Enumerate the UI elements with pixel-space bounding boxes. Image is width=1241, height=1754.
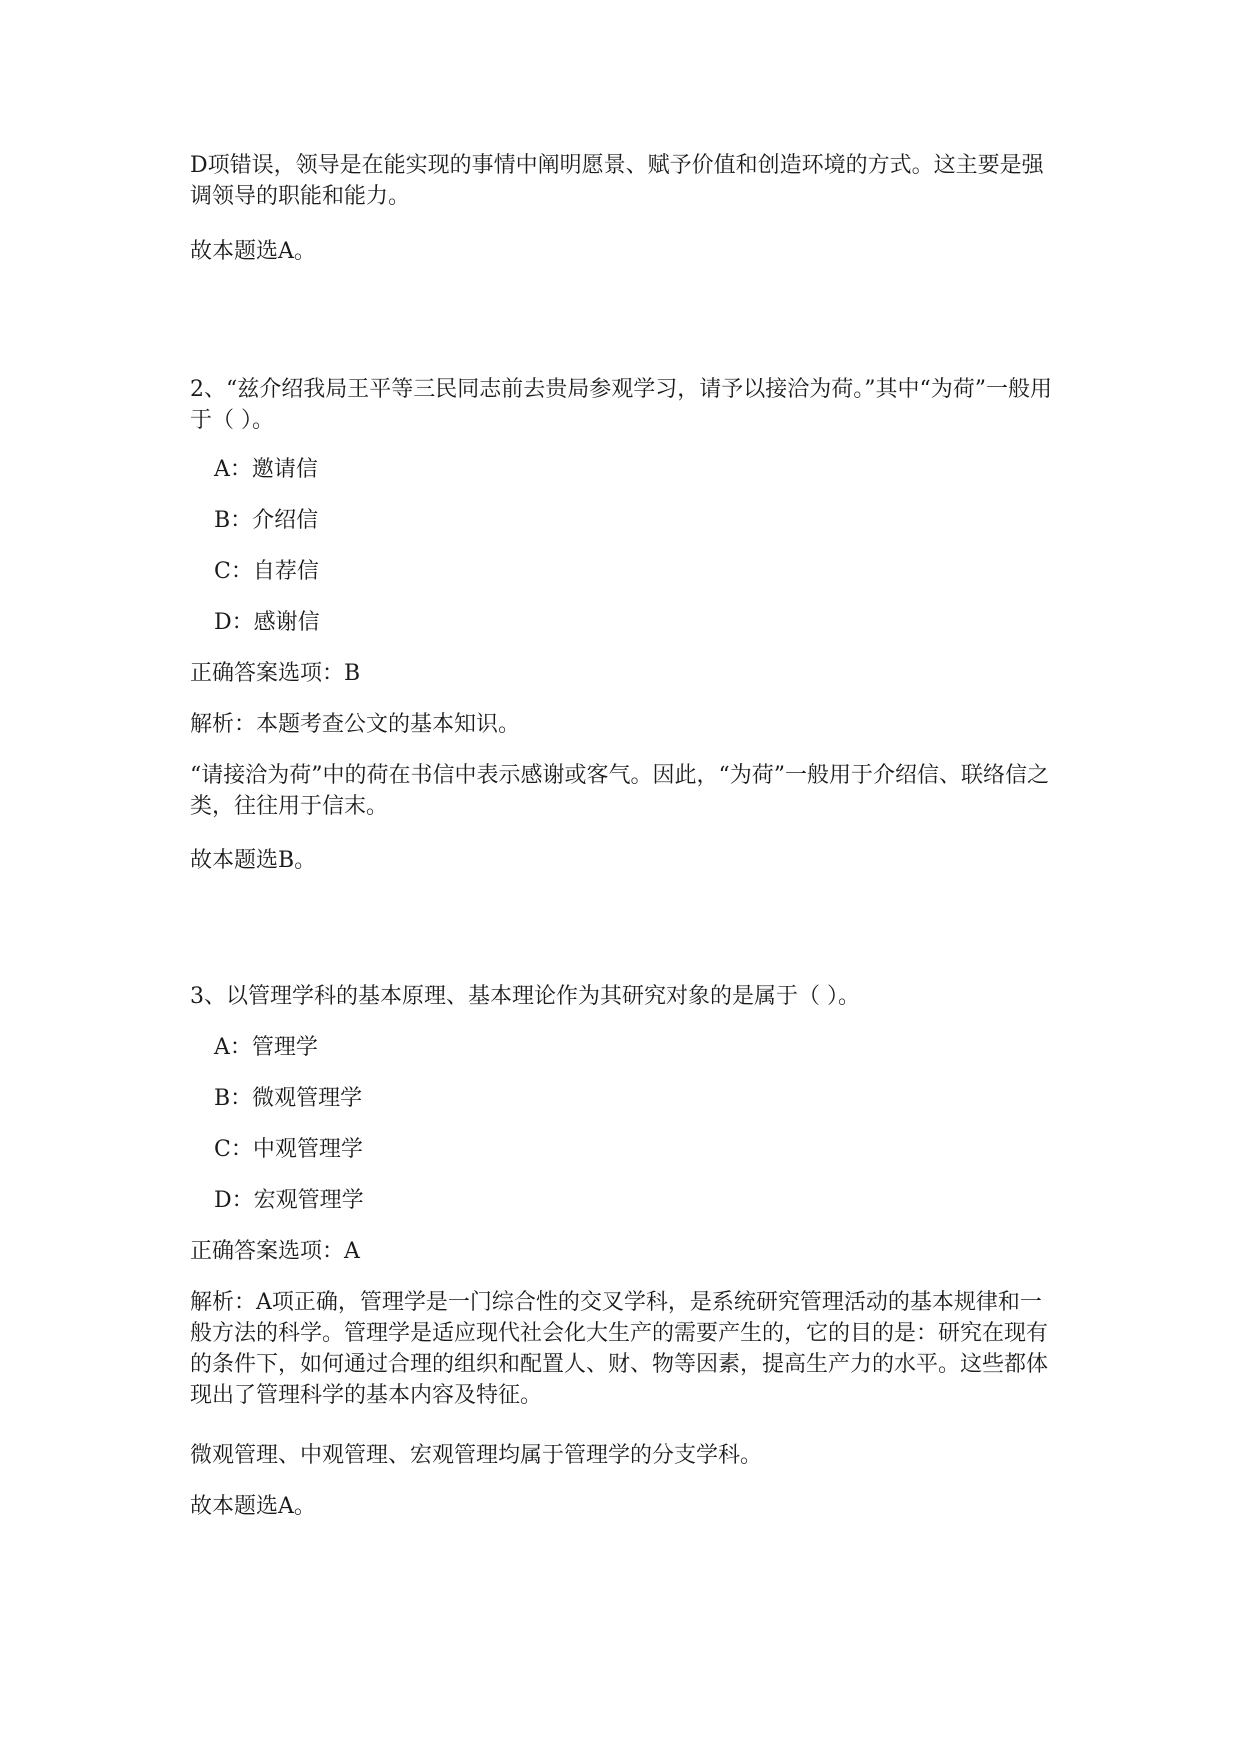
q2-analysis-2: “请接洽为荷”中的荷在书信中表示感谢或客气。因此，“为荷”一般用于介绍信、联络信之类，往往用于信末。 bbox=[190, 763, 1049, 819]
q3-option-c: C：中观管理学 bbox=[214, 1137, 363, 1162]
prev-analysis-d: D项错误，领导是在能实现的事情中阐明愿景、赋予价值和创造环境的方式。这主要是强调领导的职能和能力。 bbox=[190, 153, 1044, 209]
q3-conclusion: 故本题选A。 bbox=[190, 1494, 316, 1519]
prev-conclusion: 故本题选A。 bbox=[190, 239, 316, 264]
q2-option-d: D：感谢信 bbox=[214, 610, 320, 635]
q2-analysis-1: 解析：本题考查公文的基本知识。 bbox=[190, 712, 521, 737]
q3-analysis-2: 微观管理、中观管理、宏观管理均属于管理学的分支学科。 bbox=[190, 1443, 763, 1468]
q2-stem: 2、“兹介绍我局王平等三民同志前去贵局参观学习，请予以接洽为荷。”其中“为荷”一般用于（ ）。 bbox=[190, 377, 1052, 433]
q3-option-d: D：宏观管理学 bbox=[214, 1188, 364, 1213]
q3-option-a: A：管理学 bbox=[214, 1035, 318, 1060]
q3-analysis-1: 解析：A项正确，管理学是一门综合性的交叉学科，是系统研究管理活动的基本规律和一般方法的科学。管理学是适应现代社会化大生产的需要产生的，它的目的是：研究在现有的条件下，如何通过合理的组织和配置人、财、物等因素，提高生产力的水平。这些都体现出了管理科学的基本内容及特征。 bbox=[190, 1290, 1049, 1408]
q2-conclusion: 故本题选B。 bbox=[190, 848, 317, 873]
q3-stem: 3、以管理学科的基本原理、基本理论作为其研究对象的是属于（ ）。 bbox=[190, 984, 860, 1009]
q3-option-b: B：微观管理学 bbox=[214, 1086, 363, 1111]
q2-answer: 正确答案选项：B bbox=[190, 661, 361, 686]
q2-option-c: C：自荐信 bbox=[214, 559, 319, 584]
q3-answer: 正确答案选项：A bbox=[190, 1239, 360, 1264]
q2-option-b: B：介绍信 bbox=[214, 508, 319, 533]
q2-option-a: A：邀请信 bbox=[214, 457, 318, 482]
